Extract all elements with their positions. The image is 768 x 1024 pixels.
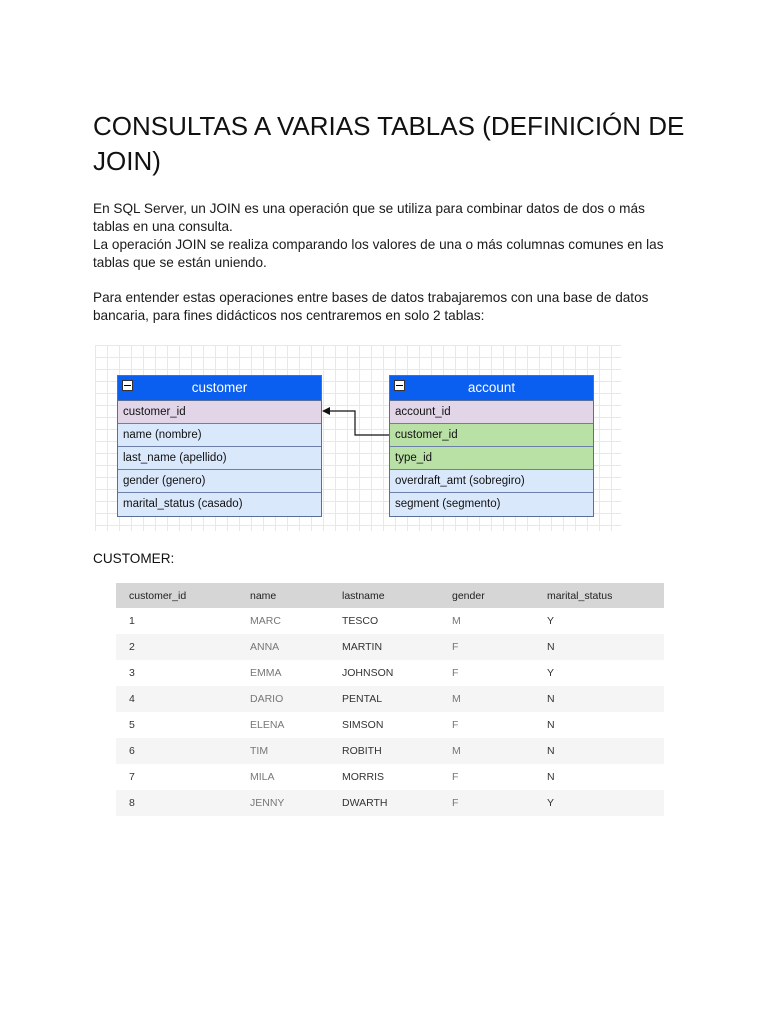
er-table-customer-header: customer bbox=[118, 376, 321, 401]
table-cell: N bbox=[534, 764, 664, 790]
table-row bbox=[116, 738, 664, 764]
table-cell: 3 bbox=[116, 660, 237, 686]
table-cell: DARIO bbox=[237, 686, 329, 712]
table-cell: 1 bbox=[116, 608, 237, 634]
page-title: CONSULTAS A VARIAS TABLAS (DEFINICIÓN DE JOIN) bbox=[93, 111, 685, 176]
table-cell: JOHNSON bbox=[329, 660, 439, 686]
explanation-paragraph: Para entender estas operaciones entre bases de datos trabajaremos con una base de datos bancaria, para fines didácticos nos centraremos en solo 2 tablas: bbox=[93, 290, 649, 323]
column-header: lastname bbox=[329, 583, 439, 608]
collapse-icon bbox=[122, 380, 133, 391]
table-cell: ANNA bbox=[237, 634, 329, 660]
column-header: customer_id bbox=[116, 583, 237, 608]
collapse-icon bbox=[394, 380, 405, 391]
er-field: overdraft_amt (sobregiro) bbox=[390, 470, 593, 493]
er-table-customer bbox=[117, 375, 322, 517]
customer-data-table bbox=[116, 583, 664, 816]
table-cell: DWARTH bbox=[329, 790, 439, 816]
table-cell: N bbox=[534, 686, 664, 712]
table-cell: 6 bbox=[116, 738, 237, 764]
er-field: customer_id bbox=[390, 424, 593, 447]
er-table-account bbox=[389, 375, 594, 517]
er-field: last_name (apellido) bbox=[118, 447, 321, 470]
table-cell: PENTAL bbox=[329, 686, 439, 712]
table-cell: N bbox=[534, 634, 664, 660]
table-cell: TIM bbox=[237, 738, 329, 764]
er-field: segment (segmento) bbox=[390, 493, 593, 516]
table-cell: MARC bbox=[237, 608, 329, 634]
intro-paragraph bbox=[93, 200, 683, 272]
column-header: marital_status bbox=[534, 583, 664, 608]
table-cell: Y bbox=[534, 660, 664, 686]
table-cell: MILA bbox=[237, 764, 329, 790]
table-cell: F bbox=[439, 660, 534, 686]
table-cell: ROBITH bbox=[329, 738, 439, 764]
er-field: name (nombre) bbox=[118, 424, 321, 447]
table-cell: N bbox=[534, 738, 664, 764]
table-cell: EMMA bbox=[237, 660, 329, 686]
table-cell: Y bbox=[534, 790, 664, 816]
table-row bbox=[116, 660, 664, 686]
table-cell: N bbox=[534, 712, 664, 738]
table-cell: M bbox=[439, 608, 534, 634]
table-header-row bbox=[116, 583, 664, 608]
table-cell: 8 bbox=[116, 790, 237, 816]
er-field: customer_id bbox=[118, 401, 321, 424]
table-cell: 4 bbox=[116, 686, 237, 712]
er-field: marital_status (casado) bbox=[118, 493, 321, 516]
table-cell: Y bbox=[534, 608, 664, 634]
er-field: type_id bbox=[390, 447, 593, 470]
intro-line-1: En SQL Server, un JOIN es una operación que se utiliza para combinar datos de dos o más tablas en una consulta. bbox=[93, 201, 645, 234]
table-row bbox=[116, 712, 664, 738]
table-row bbox=[116, 764, 664, 790]
table-cell: JENNY bbox=[237, 790, 329, 816]
er-table-account-header: account bbox=[390, 376, 593, 401]
table-cell: MARTIN bbox=[329, 634, 439, 660]
table-row bbox=[116, 634, 664, 660]
table-cell: 2 bbox=[116, 634, 237, 660]
table-cell: 7 bbox=[116, 764, 237, 790]
table-cell: TESCO bbox=[329, 608, 439, 634]
table-row bbox=[116, 608, 664, 634]
er-field: gender (genero) bbox=[118, 470, 321, 493]
column-header: name bbox=[237, 583, 329, 608]
table-cell: M bbox=[439, 686, 534, 712]
table-cell: F bbox=[439, 790, 534, 816]
table-cell: M bbox=[439, 738, 534, 764]
table-row bbox=[116, 686, 664, 712]
table-row bbox=[116, 790, 664, 816]
table-cell: 5 bbox=[116, 712, 237, 738]
column-header: gender bbox=[439, 583, 534, 608]
table-cell: ELENA bbox=[237, 712, 329, 738]
table-cell: SIMSON bbox=[329, 712, 439, 738]
er-field: account_id bbox=[390, 401, 593, 424]
table-cell: F bbox=[439, 634, 534, 660]
intro-line-2: La operación JOIN se realiza comparando los valores de una o más columnas comunes en las tablas que se están uniendo. bbox=[93, 237, 664, 270]
customer-section-label: CUSTOMER: bbox=[93, 551, 175, 566]
table-cell: F bbox=[439, 764, 534, 790]
table-cell: F bbox=[439, 712, 534, 738]
er-diagram bbox=[95, 345, 621, 531]
table-cell: MORRIS bbox=[329, 764, 439, 790]
